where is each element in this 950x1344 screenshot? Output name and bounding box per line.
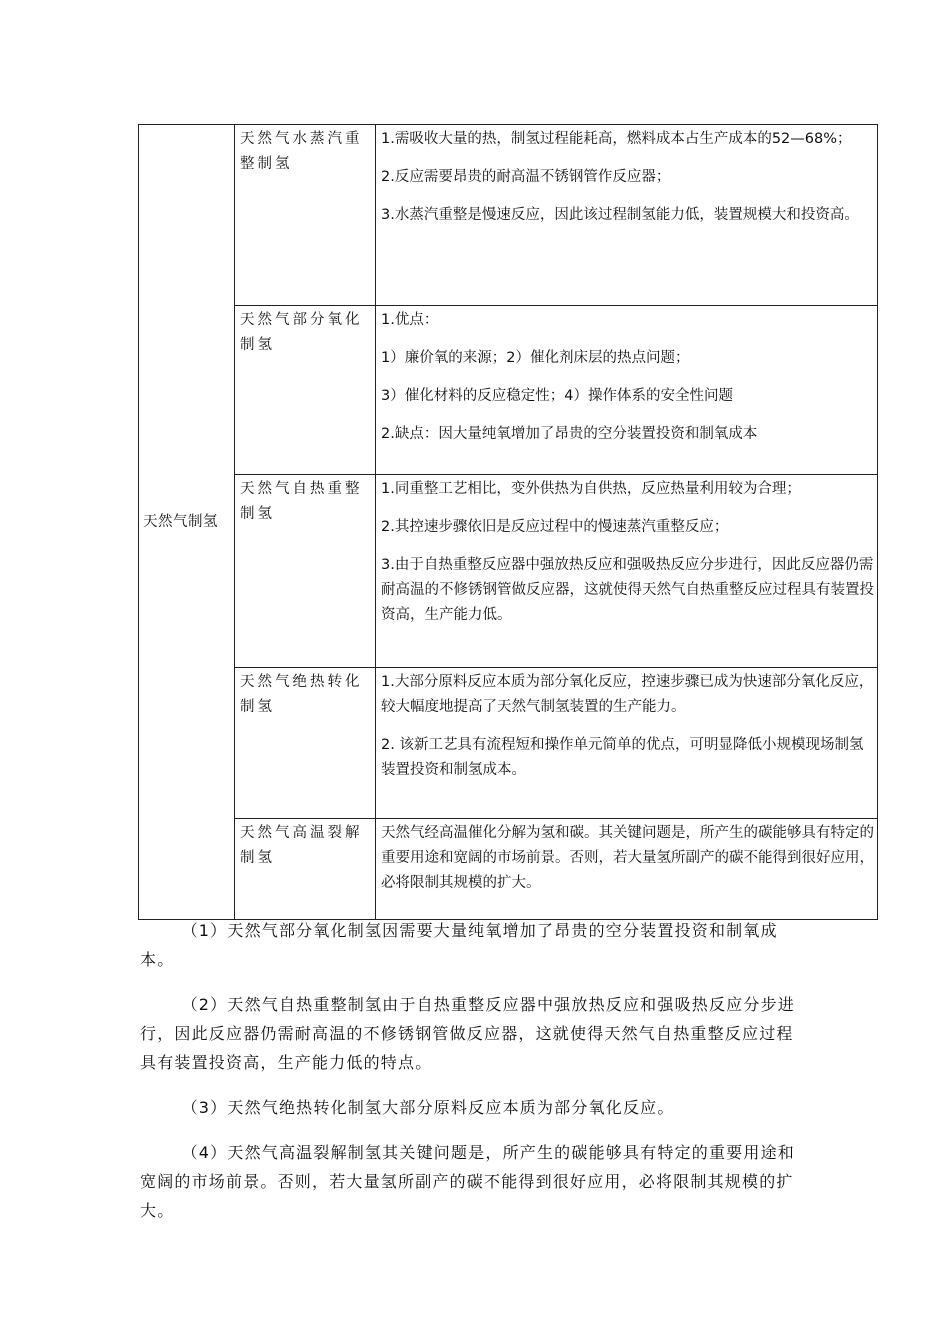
description-cell <box>376 306 878 475</box>
summary-paragraph: （3）天然气绝热转化制氢大部分原料反应本质为部分氧化反应。 <box>181 1098 675 1117</box>
method-cell: 天然气高温裂解制氢 <box>235 819 376 920</box>
table-row <box>139 819 878 920</box>
description-point: 1）廉价氧的来源；2）催化剂床层的热点问题； <box>381 350 690 366</box>
description-point: 1.优点： <box>381 312 439 328</box>
category-label: 天然气制氢 <box>143 513 218 530</box>
description-point: 天然气经高温催化分解为氢和碳。其关键问题是，所产生的碳能够具有特定的重要用途和宽阔的市场前景。否则，若大量氢所副产的碳不能得到很好应用，必将限制其规模的扩大。 <box>381 825 874 891</box>
description-point: 1.大部分原料反应本质为部分氧化反应，控速步骤已成为快速部分氧化反应，较大幅度地提高了天然气制氢装置的生产能力。 <box>381 674 874 715</box>
category-cell <box>139 125 235 920</box>
table-row <box>139 475 878 668</box>
description-point: 2.反应需要昂贵的耐高温不锈钢管作反应器； <box>381 169 671 185</box>
description-point: 2.缺点：因大量纯氧增加了昂贵的空分装置投资和制氧成本 <box>381 426 758 442</box>
description-point: 1.需吸收大量的热，制氢过程能耗高，燃料成本占生产成本的52—68%； <box>381 131 852 147</box>
description-cell <box>376 819 878 920</box>
description-point: 1.同重整工艺相比，变外供热为自供热，反应热量利用较为合理； <box>381 481 801 497</box>
summary-paragraphs <box>140 916 810 1241</box>
table-row <box>139 668 878 819</box>
description-point: 3）催化材料的反应稳定性；4）操作体系的安全性问题 <box>381 388 733 404</box>
summary-paragraph: （4）天然气高温裂解制氢其关键问题是，所产生的碳能够具有特定的重要用途和宽阔的市场前景。否则，若大量氢所副产的碳不能得到很好应用，必将限制其规模的扩大。 <box>140 1143 795 1220</box>
table-row <box>139 125 878 306</box>
table-row <box>139 306 878 475</box>
method-cell: 天然气绝热转化制氢 <box>235 668 376 819</box>
hydrogen-methods-table <box>138 124 878 920</box>
method-cell: 天然气水蒸汽重整制氢 <box>235 125 376 306</box>
description-point: 2.其控速步骤依旧是反应过程中的慢速蒸汽重整反应； <box>381 519 729 535</box>
summary-paragraph: （1）天然气部分氧化制氢因需要大量纯氧增加了昂贵的空分装置投资和制氧成本。 <box>140 921 778 969</box>
method-cell: 天然气自热重整制氢 <box>235 475 376 668</box>
description-cell <box>376 475 878 668</box>
method-cell: 天然气部分氧化制氢 <box>235 306 376 475</box>
description-point: 3.水蒸汽重整是慢速反应，因此该过程制氢能力低，装置规模大和投资高。 <box>381 207 859 223</box>
description-point: 2. 该新工艺具有流程短和操作单元简单的优点，可明显降低小规模现场制氢装置投资和制氢成本。 <box>381 737 864 778</box>
description-point: 3.由于自热重整反应器中强放热反应和强吸热反应分步进行，因此反应器仍需耐高温的不修锈钢管做反应器，这就使得天然气自热重整反应过程具有装置投资高，生产能力低。 <box>381 557 874 623</box>
description-cell <box>376 125 878 306</box>
description-cell <box>376 668 878 819</box>
summary-paragraph: （2）天然气自热重整制氢由于自热重整反应器中强放热反应和强吸热反应分步进行，因此反应器仍需耐高温的不修锈钢管做反应器，这就使得天然气自热重整反应过程具有装置投资高，生产能力低的特点。 <box>140 995 795 1072</box>
